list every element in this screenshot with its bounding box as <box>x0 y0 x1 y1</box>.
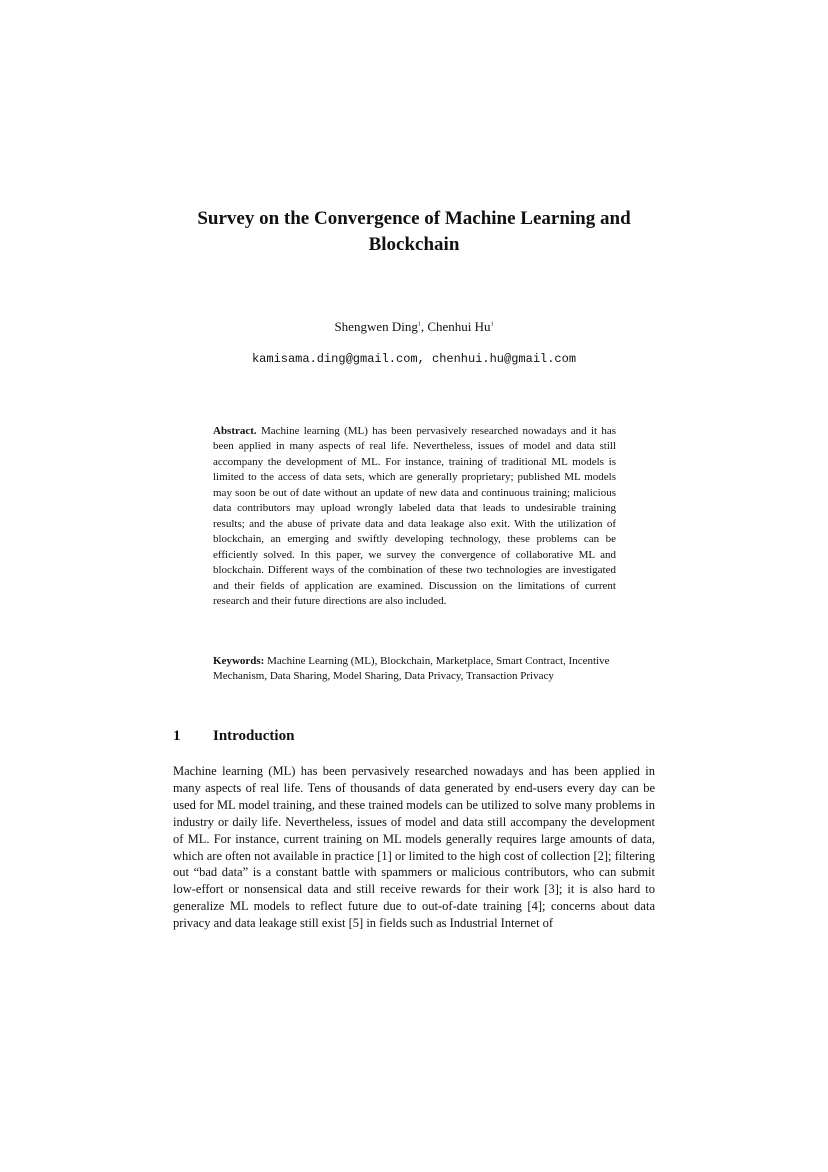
author-name: Chenhui Hu <box>427 319 491 334</box>
abstract-label: Abstract. <box>213 425 257 437</box>
paper-title: Survey on the Convergence of Machine Learning and Blockchain <box>197 208 631 255</box>
keywords <box>213 654 616 685</box>
section-title: Introduction <box>213 728 295 744</box>
author-name: Shengwen Ding <box>334 319 418 334</box>
affiliation-mark: 1 <box>490 321 494 328</box>
keywords-text: Machine Learning (ML), Blockchain, Marketplace, Smart Contract, Incentive Mechanism, Data Sharing, Model Sharing, Data Privacy, Transaction Privacy <box>213 655 610 683</box>
keywords-label: Keywords: <box>213 655 265 667</box>
abstract-text: Machine learning (ML) has been pervasively researched nowadays and it has been applied in many aspects of real life. Nevertheless, issues of model and data still accompany the development of ML. For instance, training of traditional ML models is limited to the access of data sets, which are generally proprietary; published ML models may soon be out of date without an update of new data and continuous training; malicious data contributors may upload wrongly labeled data that leads to undesirable training results; and the abuse of private data and data leakage also exit. With the utilization of blockchain, an emerging and swiftly developing technology, these problems can be efficiently solved. In this paper, we survey the convergence of collaborative ML and blockchain. Different ways of the combination of these two technologies are investigated and their fields of application are examined. Discussion on the limitations of current research and their future directions are also included. <box>213 425 617 607</box>
section-number: 1 <box>173 728 181 744</box>
section-body: Machine learning (ML) has been pervasively researched nowadays and has been applied in many aspects of real life. Tens of thousands of data generated by end-users every day can be used for ML model training, and these trained models can be utilized to solve many problems in industry or daily life. Nevertheless, issues of model and data still accompany the development of ML. For instance, current training on ML models generally requires large amounts of data, which are often not available in practice [1] or limited to the high cost of collection [2]; filtering out “bad data” is a constant battle with spammers or malicious contributors, who can submit low-effort or nonsensical data and still receive rewards for their work [3]; it is also hard to generalize ML models to reflect future due to out-of-date training [4]; concerns about data privacy and data leakage still exist [5] in fields such as Industrial Internet of <box>173 764 655 931</box>
author-emails: kamisama.ding@gmail.com, chenhui.hu@gmail.com <box>251 352 577 366</box>
abstract <box>213 424 616 609</box>
author-separator: , <box>420 319 428 334</box>
author-line <box>150 318 678 336</box>
affiliation-mark: 1 <box>417 321 421 328</box>
